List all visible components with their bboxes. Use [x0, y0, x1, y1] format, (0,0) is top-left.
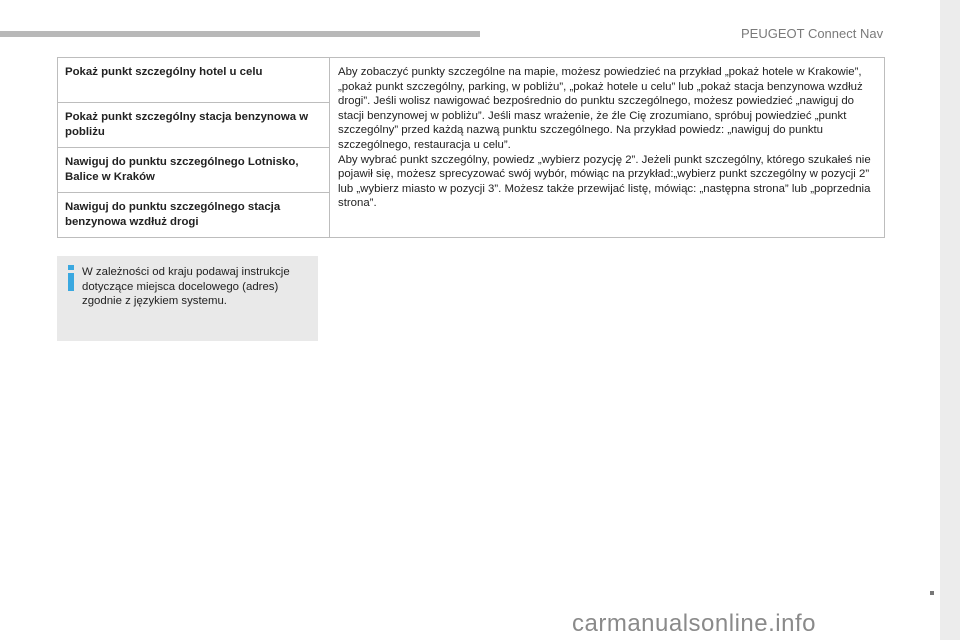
- info-icon: [65, 265, 77, 291]
- page-header-title: PEUGEOT Connect Nav: [741, 26, 884, 41]
- command-cell: Nawiguj do punktu szczególnego stacja benzynowa wzdłuż drogi: [58, 193, 330, 238]
- info-note-box: [57, 256, 318, 341]
- info-note-text: W zależności od kraju podawaj instrukcje dotyczące miejsca docelowego (adres) zgodnie z językiem systemu.: [82, 266, 290, 308]
- table-row: [58, 58, 885, 103]
- watermark-brand: carmanualsonline.info: [572, 610, 816, 637]
- description-paragraph: Aby zobaczyć punkty szczególne na mapie, możesz powiedzieć na przykład „pokaż hotele w Krakowie”, „pokaż punkt szczególny, parking, w pobliżu”, „pokaż hotele u celu” lub „pokaż stacja benzynowa wzdłuż drogi”. Jeśli wolisz nawigować bezpośrednio do punktu szczególnego, możesz powiedzieć „nawiguj do stacji benzynowej w pobliżu”. Jeśli masz wrażenie, że źle Cię zrozumiano, spróbuj powiedzieć „punkt szczególny” przed każdą nazwą punktu szczególnego. Na przykład powiedz: „nawiguj do punktu szczególnego, restauracja u celu”.: [338, 66, 863, 151]
- voice-commands-table: [57, 57, 885, 238]
- page-marker: [930, 591, 934, 595]
- command-cell: Nawiguj do punktu szczególnego Lotnisko, Balice w Kraków: [58, 148, 330, 193]
- header-divider-bar: [0, 31, 480, 37]
- page-edge-strip: [940, 0, 960, 640]
- description-paragraph: Aby wybrać punkt szczególny, powiedz „wybierz pozycję 2”. Jeżeli punkt szczególny, którego szukałeś nie pojawił się, możesz sprecyzować swój wybór, mówiąc na przykład:„wybierz punkt szczególny w pozycji 2” lub „wybierz miasto w pozycji 3”. Możesz także przewijać listę, mówiąc: „następna strona” lub „poprzednia strona”.: [338, 153, 871, 210]
- description-cell: [330, 58, 885, 238]
- command-cell: Pokaż punkt szczególny stacja benzynowa w pobliżu: [58, 103, 330, 148]
- command-cell: Pokaż punkt szczególny hotel u celu: [58, 58, 330, 103]
